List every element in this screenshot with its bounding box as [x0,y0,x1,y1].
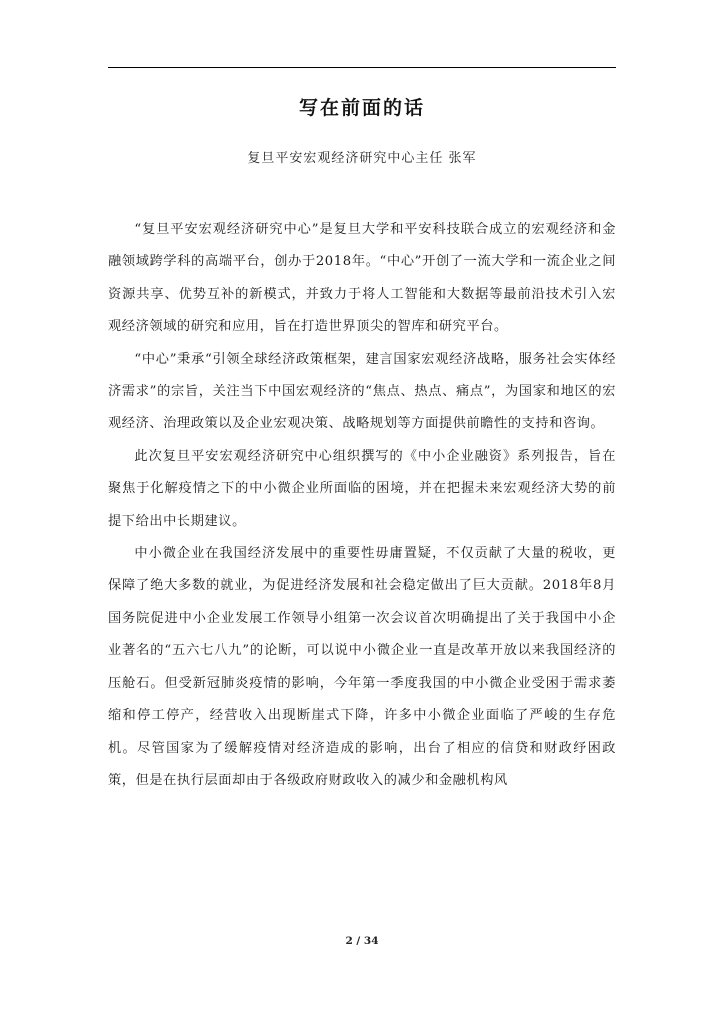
paragraph: “复旦平安宏观经济研究中心”是复旦大学和平安科技联合成立的宏观经济和金融领域跨学科的高端平台，创办于2018年。“中心”开创了一流大学和一流企业之间资源共享、优势互补的新模式，并致力于将人工智能和大数据等最前沿技术引入宏观经济领域的研究和应用，旨在打造世界顶尖的智库和研究平台。 [108,222,616,335]
page-title: 写在前面的话 [298,97,425,119]
paragraph: 此次复旦平安宏观经济研究中心组织撰写的《中小企业融资》系列报告，旨在聚焦于化解疫情之下的中小微企业所面临的困境，并在把握未来宏观经济大势的前提下给出中长期建议。 [108,448,616,529]
author-line: 复旦平安宏观经济研究中心主任 张军 [247,151,477,166]
paragraph: 中小微企业在我国经济发展中的重要性毋庸置疑，不仅贡献了大量的税收，更保障了绝大多数的就业，为促进经济发展和社会稳定做出了巨大贡献。2018年8月国务院促进中小企业发展工作领导小组第一次会议首次明确提出了关于我国中小企业著名的“五六七八九”的论断，可以说中小微企业一直是改革开放以来我国经济的压舱石。但受新冠肺炎疫情的影响，今年第一季度我国的中小微企业受困于需求萎缩和停工停产，经营收入出现断崖式下降，许多中小微企业面临了严峻的生存危机。尽管国家为了缓解疫情对经济造成的影响，出台了相应的信贷和财政纾困政策，但是在执行层面却由于各级政府财政收入的减少和金融机构风 [108,546,616,788]
body-text [108,214,616,797]
page-number: 2 / 34 [345,935,379,947]
paragraph: “中心”秉承“引领全球经济政策框架，建言国家宏观经济战略，服务社会实体经济需求”的宗旨，关注当下中国宏观经济的“焦点、热点、痛点”，为国家和地区的宏观经济、治理政策以及企业宏观决策、战略规划等方面提供前瞻性的支持和咨询。 [108,351,616,432]
header-rule [108,67,616,68]
